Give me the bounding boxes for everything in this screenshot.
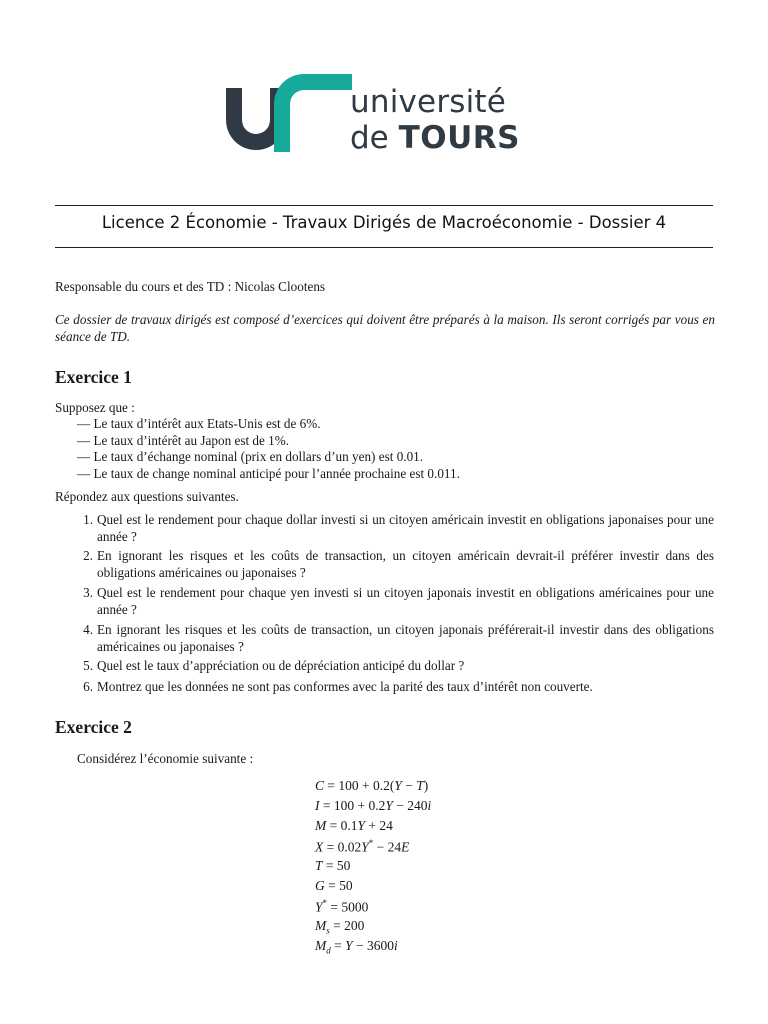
intro-note: Ce dossier de travaux dirigés est composé d’exercices qui doivent être préparés à la maison. Ils seront corrigés par vous en séance de TD. [55,312,715,344]
course-responsible: Responsable du cours et des TD : Nicolas Clootens [55,279,326,294]
question-number: 2. [83,548,93,563]
question-text: Montrez que les données ne sont pas conformes avec la parité des taux d’intérêt non couverte. [97,679,593,694]
logo-line-universite: université [350,84,507,120]
equation-money-supply: $M_s = 200$ [315,918,365,936]
question-text: Quel est le taux d’appréciation ou de dépréciation anticipé du dollar ? [97,658,465,673]
question-number: 6. [83,679,93,694]
question-number: 4. [83,622,93,637]
question-text: Quel est le rendement pour chaque dollar investi si un citoyen américain investit en obligations japonaises pour une année ? [97,512,714,544]
logo-line-de-tours [350,120,520,156]
exercise-2-heading: Exercice 2 [55,717,132,737]
exercise-2-lead: Considérez l’économie suivante : [77,751,254,766]
assumption-item: — Le taux de change nominal anticipé pour l’année prochaine est 0.011. [77,466,460,481]
assumption-item: — Le taux d’échange nominal (prix en dollars d’un yen) est 0.01. [77,449,424,464]
question-text: En ignorant les risques et les coûts de transaction, un citoyen américain devrait-il préférer investir dans des obligations américaines ou japonaises ? [97,548,714,580]
equation-government: G = 50 [315,878,353,893]
question-text: En ignorant les risques et les coûts de transaction, un citoyen japonais préférerait-il investir dans des obligations américaines ou japonaises ? [97,622,714,654]
equation-consumption: C = 100 + 0.2(Y − T) [315,778,429,793]
equation-exports: X = 0.02Y* − 24E [315,838,410,855]
equation-taxes: T = 50 [315,858,351,873]
logo-de: de [350,120,399,156]
equation-foreign-income: Y* = 5000 [315,898,369,915]
logo-tours: TOURS [398,120,520,156]
question-number: 1. [83,512,93,527]
title-bottom-rule [55,247,713,248]
question-number: 3. [83,585,93,600]
university-logo [222,68,552,158]
assumption-item: — Le taux d’intérêt aux Etats-Unis est de 6%. [77,416,321,431]
title-top-rule [55,205,713,206]
document-title: Licence 2 Économie - Travaux Dirigés de Macroéconomie - Dossier 4 [101,213,667,232]
exercise-1-lead: Supposez que : [55,400,135,415]
question-number: 5. [83,658,93,673]
question-text: Quel est le rendement pour chaque yen investi si un citoyen japonais investit en obligations américaines pour une année ? [97,585,714,617]
assumption-item: — Le taux d’intérêt au Japon est de 1%. [77,433,290,448]
equation-investment: I = 100 + 0.2Y − 240i [315,798,432,813]
equation-imports: M = 0.1Y + 24 [315,818,393,833]
questions-lead: Répondez aux questions suivantes. [55,489,239,504]
exercise-1-heading: Exercice 1 [55,367,132,387]
university-monogram-icon [222,68,352,158]
equation-money-demand: $M_d = Y - 3600i$ [315,938,398,956]
